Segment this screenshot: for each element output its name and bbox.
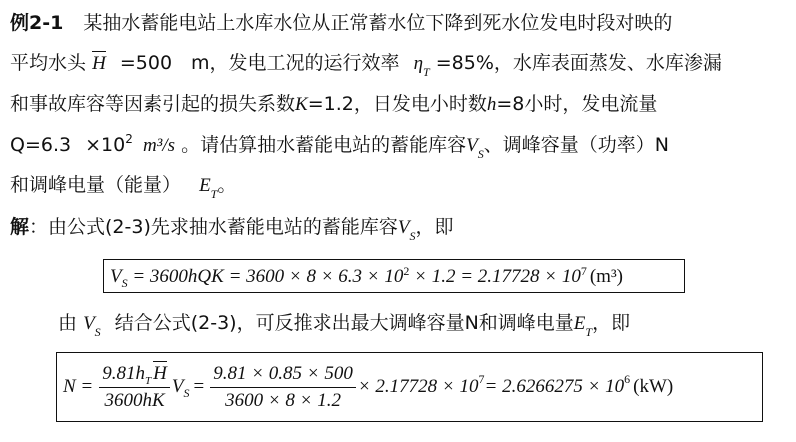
problem-text-1: 某抽水蓄能电站上水库水位从正常蓄水位下降到死水位发电时段对映的 [83, 12, 673, 34]
equation-2-box: N = $\frac{9.81h_T H}{3600hK}$ V S = $\frac{9.81 \times 0.85 \times 500}{3600 \times 8 \times 1.2}$ × 2.17728 × 10 7 = 2.6266275 × 10 6 (kW) [56, 352, 763, 422]
problem-line-1 [10, 14, 672, 33]
efficiency-symbol: η [413, 53, 424, 74]
solution-label: 解 [10, 216, 30, 238]
avg-head-symbol: H [92, 53, 106, 74]
solution-line-1: 解：由公式(2-3)先求抽水蓄能电站的蓄能库容$V_S$，即 [10, 216, 454, 243]
solution-line-2: 由 $V_S$ 结合公式(2-3)，可反推求出最大调峰容量N和调峰电量$E_T$，即 [58, 312, 631, 339]
flow-unit: m³/s [142, 135, 176, 156]
equation-1-box: $V_S = 3600hQK = 3600 \times 8 \times 6.3 \times 10^2 \times 1.2 = 2.17728 \times 10^7$ (m³) [103, 259, 685, 293]
fraction-2: $\frac{9.81 \times 0.85 \times 500}{3600 \times 8 \times 1.2}$ [210, 363, 356, 412]
problem-line-5: 和调峰电量（能量） $E_T$。 [10, 174, 237, 201]
problem-line-4: $Q=6.3 \times 10^2$ m³/s 。请估算抽水蓄能电站的蓄能库容$V_S$、调峰容量（功率）N [10, 132, 669, 161]
fraction-1: $\frac{9.81h_T H}{3600hK}$ [99, 363, 170, 412]
example-label: 例2-1 [10, 12, 64, 34]
problem-line-3: 和事故库容等因素引起的损失系数K=1.2，日发电小时数h=8小时，发电流量 [10, 93, 658, 115]
problem-line-2: 平均水头 H =500 m，发电工况的运行效率 $\eta_T =85\%$，水库表面蒸发、水库渗漏 [10, 52, 722, 79]
